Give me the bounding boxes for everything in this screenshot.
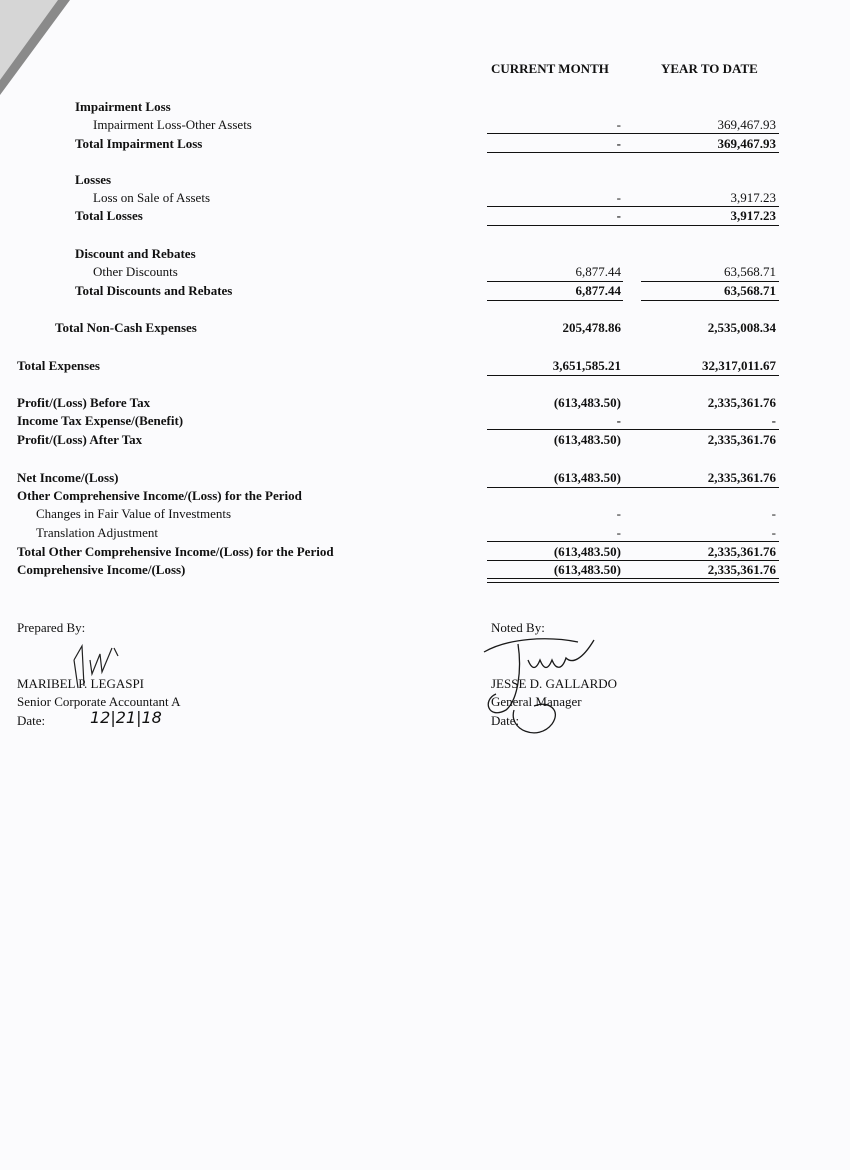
year-to-date-header: YEAR TO DATE [661, 61, 758, 76]
section-oci [0, 488, 850, 506]
year-to-date-value: 369,467.93 [717, 117, 776, 132]
current-month-value: - [616, 136, 621, 151]
year-to-date-value: 2,335,361.76 [707, 395, 776, 410]
row-profit-after-tax [0, 432, 850, 450]
year-to-date-value: 3,917.23 [730, 208, 776, 223]
prepared-date-label: Date: [17, 713, 46, 728]
current-month-value: 3,651,585.21 [552, 358, 621, 373]
total-rule [487, 152, 779, 153]
subtotal-rule [487, 133, 779, 134]
current-month-value: - [616, 208, 621, 223]
total-rule [487, 300, 623, 301]
noted-by-name: JESSE D. GALLARDO [491, 676, 618, 691]
section-label: Impairment Loss [75, 99, 171, 114]
current-month-header: CURRENT MONTH [491, 61, 609, 76]
row-label: Other Discounts [93, 264, 178, 279]
folded-corner [0, 0, 58, 80]
year-to-date-value: 2,335,361.76 [707, 470, 776, 485]
row-label: Total Impairment Loss [75, 136, 203, 151]
total-rule [641, 300, 779, 301]
subtotal-rule [641, 281, 779, 282]
section-losses [0, 172, 850, 190]
row-total-losses [0, 208, 850, 226]
row-profit-before-tax [0, 395, 850, 413]
noted-by-label: Noted By: [491, 620, 545, 635]
current-month-value: - [616, 190, 621, 205]
section-label: Losses [75, 172, 112, 187]
total-rule [487, 225, 779, 226]
prepared-by-title: Senior Corporate Accountant A [17, 694, 181, 709]
prepared-by-label: Prepared By: [17, 620, 86, 635]
year-to-date-value: 63,568.71 [724, 283, 776, 298]
row-label: Changes in Fair Value of Investments [36, 506, 232, 521]
total-rule [487, 375, 779, 376]
year-to-date-value: 2,335,361.76 [707, 544, 776, 559]
row-label: Net Income/(Loss) [17, 470, 119, 485]
row-total-discounts [0, 283, 850, 301]
section-impairment-loss [0, 99, 850, 117]
grand-total-double-rule [487, 578, 779, 583]
current-month-value: 205,478.86 [562, 320, 621, 335]
section-label: Discount and Rebates [75, 246, 196, 261]
subtotal-rule [487, 429, 779, 430]
current-month-value: - [616, 413, 621, 428]
row-label: Translation Adjustment [36, 525, 158, 540]
subtotal-rule [487, 206, 779, 207]
noted-date-label: Date: [491, 713, 520, 728]
current-month-value: - [616, 506, 621, 521]
current-month-value: (613,483.50) [553, 544, 621, 559]
year-to-date-value: 63,568.71 [724, 264, 776, 279]
current-month-value: 6,877.44 [575, 283, 621, 298]
row-label: Profit/(Loss) After Tax [17, 432, 143, 447]
year-to-date-value: 32,317,011.67 [701, 358, 776, 373]
current-month-value: 6,877.44 [575, 264, 621, 279]
subtotal-rule [487, 281, 623, 282]
subtotal-rule [487, 560, 779, 561]
current-month-value: (613,483.50) [553, 562, 621, 577]
year-to-date-value: - [771, 506, 776, 521]
row-total-noncash [0, 320, 850, 338]
current-month-value: (613,483.50) [553, 470, 621, 485]
row-label: Total Other Comprehensive Income/(Loss) for the Period [17, 544, 334, 559]
current-month-value: (613,483.50) [553, 432, 621, 447]
current-month-value: (613,483.50) [553, 395, 621, 410]
row-label: Comprehensive Income/(Loss) [17, 562, 186, 577]
row-label: Impairment Loss-Other Assets [93, 117, 252, 132]
noted-by-title: General Manager [491, 694, 582, 709]
prepared-date-handwritten: 12|21|18 [90, 708, 162, 727]
row-label: Total Non-Cash Expenses [55, 320, 197, 335]
row-label: Total Losses [75, 208, 143, 223]
subtotal-rule [487, 541, 779, 542]
year-to-date-value: - [771, 413, 776, 428]
row-label: Total Expenses [17, 358, 100, 373]
year-to-date-value: 2,335,361.76 [707, 432, 776, 447]
row-label: Loss on Sale of Assets [93, 190, 210, 205]
row-label: Income Tax Expense/(Benefit) [17, 413, 184, 428]
section-discount-rebates [0, 246, 850, 264]
year-to-date-value: 2,535,008.34 [707, 320, 776, 335]
row-other-discounts [0, 264, 850, 282]
current-month-value: - [616, 525, 621, 540]
year-to-date-value: 3,917.23 [730, 190, 776, 205]
year-to-date-value: 2,335,361.76 [707, 562, 776, 577]
row-label: Profit/(Loss) Before Tax [17, 395, 151, 410]
row-net-income [0, 470, 850, 488]
row-label: Total Discounts and Rebates [75, 283, 233, 298]
current-month-value: - [616, 117, 621, 132]
year-to-date-value: - [771, 525, 776, 540]
section-label: Other Comprehensive Income/(Loss) for the Period [17, 488, 302, 503]
prepared-by-name: MARIBEL P. LEGASPI [17, 676, 145, 691]
row-fair-value [0, 506, 850, 524]
year-to-date-value: 369,467.93 [717, 136, 776, 151]
row-total-expenses [0, 358, 850, 376]
